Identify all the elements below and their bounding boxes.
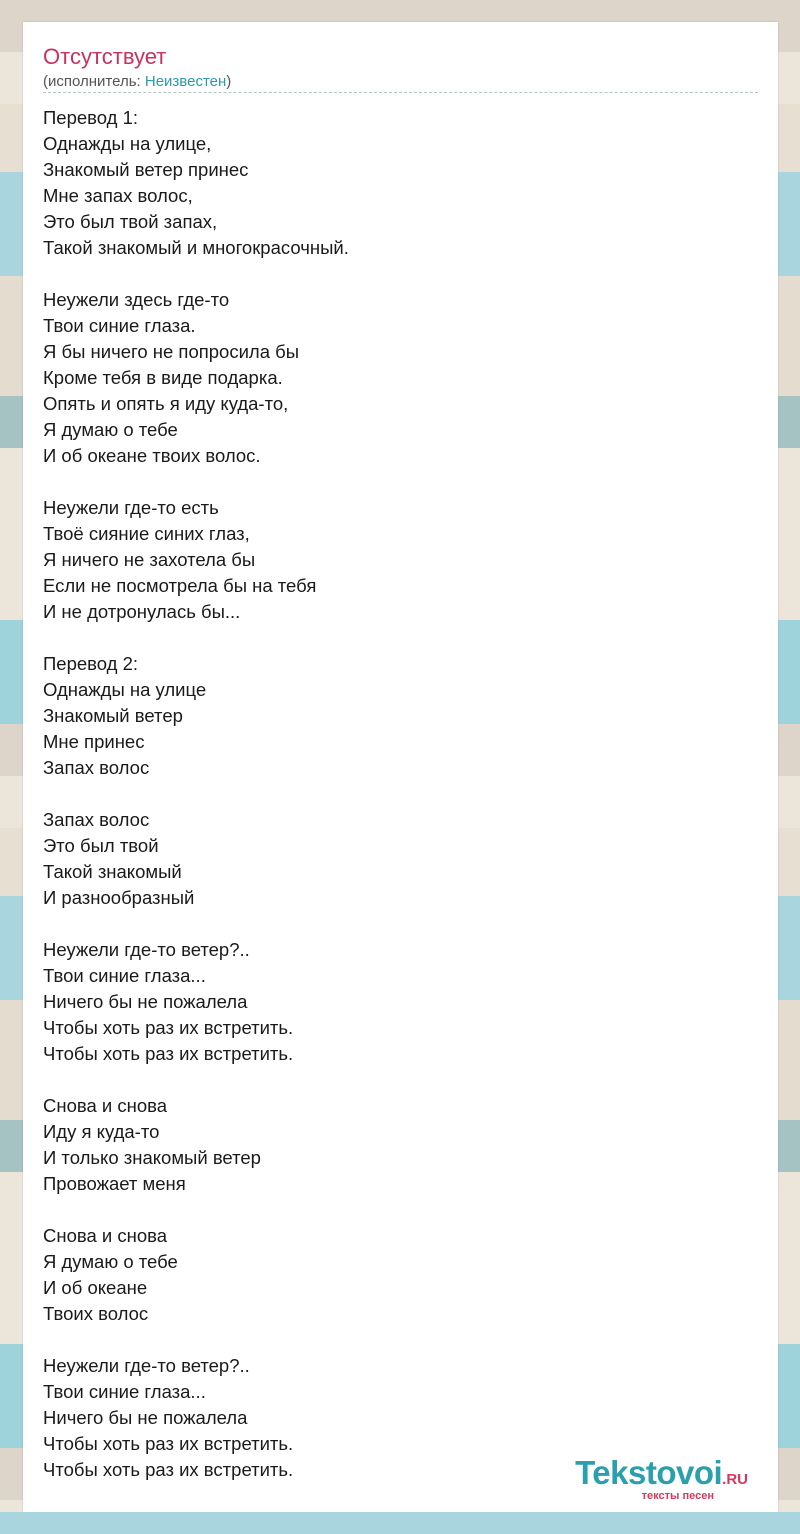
lyrics-line: Провожает меня: [43, 1173, 186, 1194]
lyrics-line: Ничего бы не пожалела: [43, 991, 248, 1012]
lyrics-line: Если не посмотрела бы на тебя: [43, 575, 317, 596]
logo-name: Tekstovoi: [575, 1454, 723, 1491]
lyrics-line: Неужели где-то ветер?..: [43, 1355, 250, 1376]
lyrics-line: Неужели где-то ветер?..: [43, 939, 250, 960]
lyrics-line: Кроме тебя в виде подарка.: [43, 367, 283, 388]
lyrics-line: Чтобы хоть раз их встретить.: [43, 1043, 294, 1064]
lyrics-stanza: [43, 807, 758, 911]
logo-tld: .RU: [722, 1471, 748, 1488]
lyrics-line: Я думаю о тебе: [43, 419, 178, 440]
logo-tagline: тексты песен: [641, 1490, 714, 1502]
lyrics-stanza: [43, 937, 758, 1067]
lyrics-line: Мне запах волос,: [43, 185, 193, 206]
lyrics-line: И разнообразный: [43, 887, 195, 908]
lyrics-stanza: [43, 495, 758, 625]
lyrics-line: Твои синие глаза...: [43, 1381, 206, 1402]
lyrics-line: Запах волос: [43, 809, 150, 830]
lyrics-line: Я бы ничего не попросила бы: [43, 341, 300, 362]
lyrics-line: Знакомый ветер принес: [43, 159, 249, 180]
lyrics-line: Твои синие глаза.: [43, 315, 196, 336]
lyrics-line: Ничего бы не пожалела: [43, 1407, 248, 1428]
lyrics-stanza: [43, 651, 758, 781]
lyrics-stanza: [43, 1093, 758, 1197]
lyrics-line: И об океане: [43, 1277, 148, 1298]
lyrics-line: Такой знакомый и многокрасочный.: [43, 237, 349, 258]
artist-prefix: (исполнитель:: [43, 73, 145, 90]
artist-line: [43, 72, 231, 92]
title-divider: [43, 92, 758, 93]
lyrics-card: [23, 22, 778, 1512]
lyrics-line: Однажды на улице,: [43, 133, 212, 154]
lyrics-line: Это был твой запах,: [43, 211, 218, 232]
lyrics-line: И не дотронулась бы...: [43, 601, 241, 622]
lyrics-line: Снова и снова: [43, 1095, 168, 1116]
lyrics-line: Перевод 1:: [43, 107, 139, 128]
lyrics-line: Я ничего не захотела бы: [43, 549, 256, 570]
lyrics-line: Снова и снова: [43, 1225, 168, 1246]
lyrics-line: Чтобы хоть раз их встретить.: [43, 1433, 294, 1454]
site-logo[interactable]: [575, 1454, 748, 1502]
lyrics-line: Чтобы хоть раз их встретить.: [43, 1017, 294, 1038]
lyrics-stanza: [43, 105, 758, 261]
lyrics-line: Опять и опять я иду куда-то,: [43, 393, 289, 414]
lyrics-line: И только знакомый ветер: [43, 1147, 261, 1168]
lyrics-line: Твоё сияние синих глаз,: [43, 523, 250, 544]
lyrics-line: Мне принес: [43, 731, 145, 752]
lyrics-line: Твои синие глаза...: [43, 965, 206, 986]
lyrics-line: Неужели где-то есть: [43, 497, 219, 518]
artist-link[interactable]: Неизвестен: [144, 73, 227, 90]
lyrics-line: Иду я куда-то: [43, 1121, 160, 1142]
song-title: Отсутствует: [43, 44, 167, 69]
lyrics-stanza: [43, 287, 758, 469]
lyrics-line: Запах волос: [43, 757, 150, 778]
lyrics-line: Неужели здесь где-то: [43, 289, 230, 310]
lyrics-stanza: [43, 1223, 758, 1327]
lyrics-line: Однажды на улице: [43, 679, 207, 700]
artist-suffix: ): [226, 73, 232, 90]
lyrics-line: Знакомый ветер: [43, 705, 183, 726]
lyrics-line: Перевод 2:: [43, 653, 139, 674]
lyrics-body: [43, 105, 758, 1509]
lyrics-line: Такой знакомый: [43, 861, 182, 882]
lyrics-line: И об океане твоих волос.: [43, 445, 261, 466]
lyrics-line: Это был твой: [43, 835, 159, 856]
lyrics-line: Чтобы хоть раз их встретить.: [43, 1459, 294, 1480]
bottom-decor-strip: [0, 1512, 800, 1534]
lyrics-line: Твоих волос: [43, 1303, 149, 1324]
lyrics-line: Я думаю о тебе: [43, 1251, 178, 1272]
